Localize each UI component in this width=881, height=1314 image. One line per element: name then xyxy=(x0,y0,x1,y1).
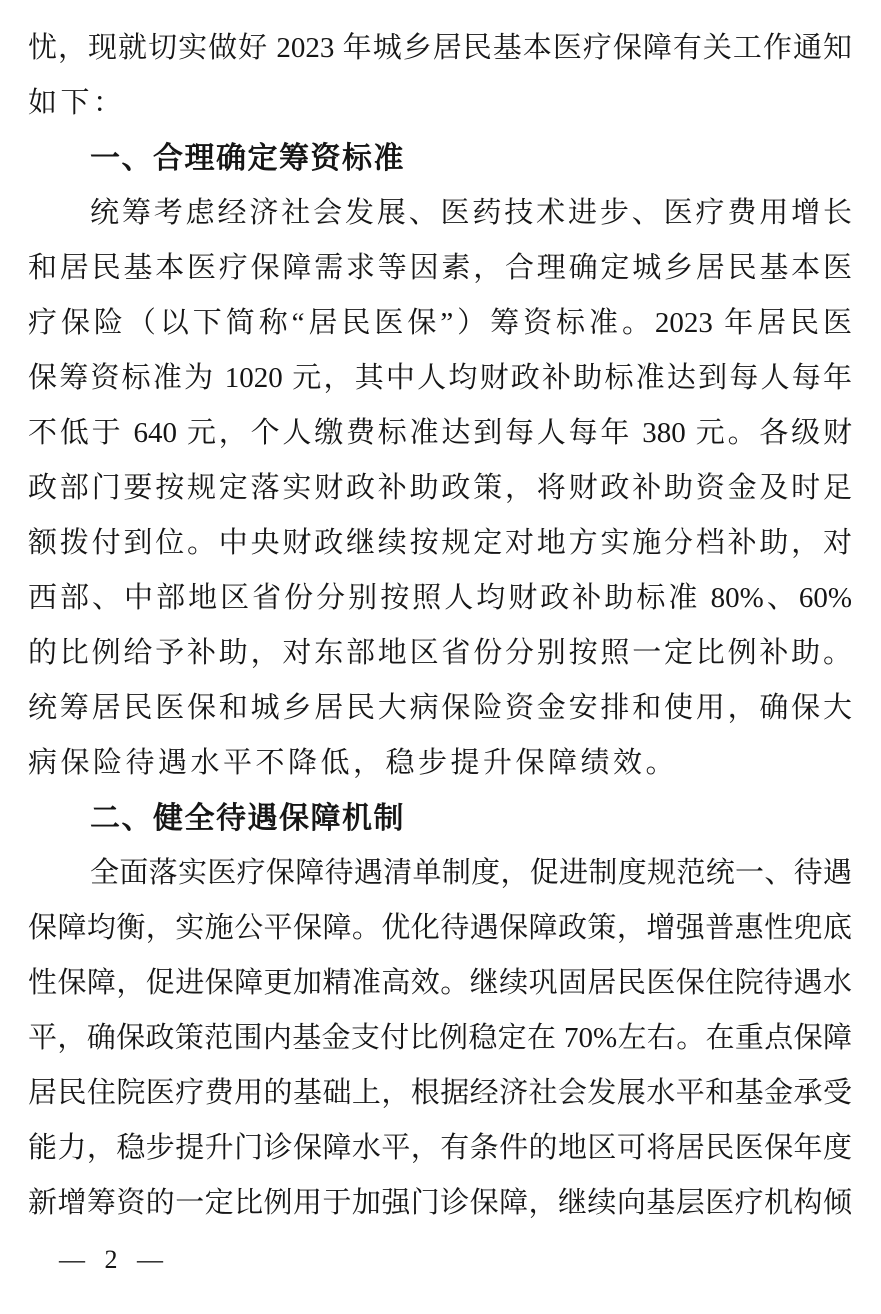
text-line: 疗保险（以下简称“居民医保”）筹资标准。2023 年居民医 xyxy=(28,307,852,339)
text-line: 额拨付到位。中央财政继续按规定对地方实施分档补助，对 xyxy=(28,527,852,559)
section-heading-1: 一、合理确定筹资标准 xyxy=(90,142,405,175)
text-line: 不低于 640 元，个人缴费标准达到每人每年 380 元。各级财 xyxy=(28,417,852,449)
text-line: 病保险待遇水平不降低，稳步提升保障绩效。 xyxy=(28,747,679,779)
text-line: 能力，稳步提升门诊保障水平，有条件的地区可将居民医保年度 xyxy=(28,1132,852,1164)
document-body xyxy=(28,21,852,1231)
text-line: 政部门要按规定落实财政补助政策，将财政补助资金及时足 xyxy=(28,472,852,504)
text-line: 全面落实医疗保障待遇清单制度，促进制度规范统一、待遇 xyxy=(90,857,852,889)
page-number: — 2 — xyxy=(59,1245,163,1274)
text-line: 统筹考虑经济社会发展、医药技术进步、医疗费用增长 xyxy=(90,197,852,229)
text-line: 平，确保政策范围内基金支付比例稳定在 70%左右。在重点保障 xyxy=(28,1022,852,1054)
text-line: 保障均衡，实施公平保障。优化待遇保障政策，增强普惠性兜底 xyxy=(28,912,852,944)
text-line: 保筹资标准为 1020 元，其中人均财政补助标准达到每人每年 xyxy=(28,362,852,394)
text-line: 如下： xyxy=(28,87,126,119)
text-line: 新增筹资的一定比例用于加强门诊保障，继续向基层医疗机构倾 xyxy=(28,1187,852,1219)
text-line: 统筹居民医保和城乡居民大病保险资金安排和使用，确保大 xyxy=(28,692,852,724)
section-heading-2: 二、健全待遇保障机制 xyxy=(90,802,405,835)
text-line: 的比例给予补助，对东部地区省份分别按照一定比例补助。 xyxy=(28,637,852,669)
text-line: 西部、中部地区省份分别按照人均财政补助标准 80%、60% xyxy=(28,582,852,614)
text-line: 忧，现就切实做好 2023 年城乡居民基本医疗保障有关工作通知 xyxy=(28,32,852,64)
text-line: 居民住院医疗费用的基础上，根据经济社会发展水平和基金承受 xyxy=(28,1077,852,1109)
text-line: 性保障，促进保障更加精准高效。继续巩固居民医保住院待遇水 xyxy=(28,967,852,999)
text-line: 和居民基本医疗保障需求等因素，合理确定城乡居民基本医 xyxy=(28,252,852,284)
